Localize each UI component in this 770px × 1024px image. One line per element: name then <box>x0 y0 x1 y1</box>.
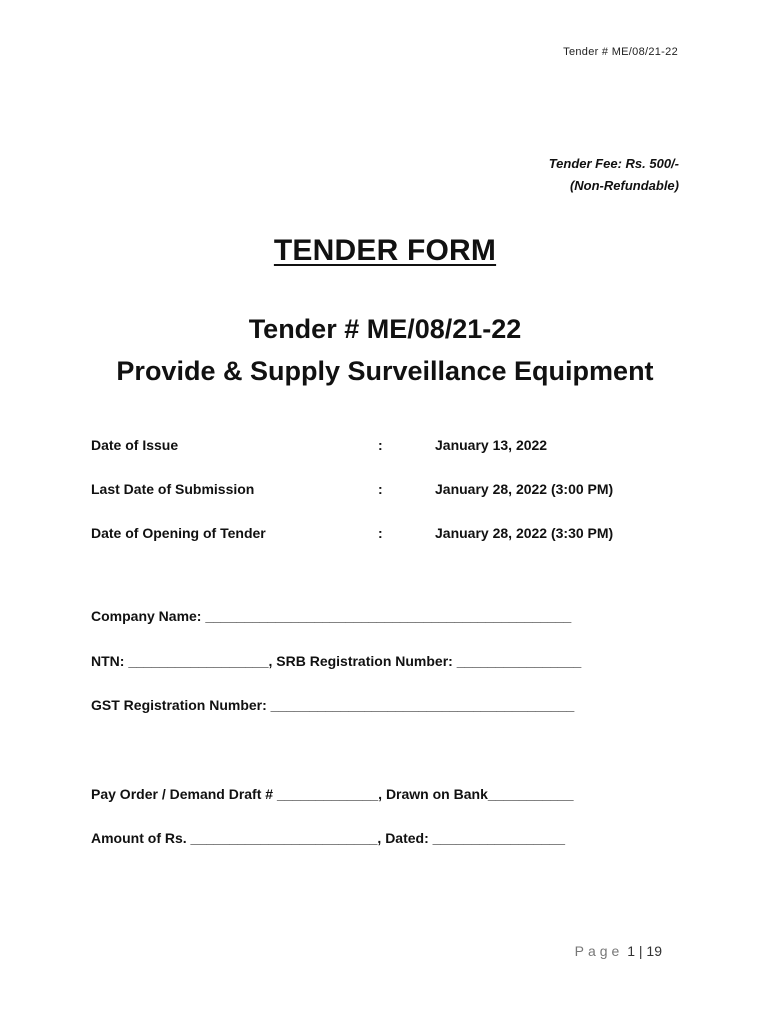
page-total: 19 <box>646 943 662 959</box>
info-colon: : <box>378 437 383 453</box>
info-label: Date of Opening of Tender <box>91 525 266 541</box>
info-value: January 13, 2022 <box>435 437 548 453</box>
info-colon: : <box>378 525 383 541</box>
gst-registration-field: GST Registration Number: _______________________________________ <box>91 697 575 713</box>
info-label: Last Date of Submission <box>91 481 255 497</box>
info-value: January 28, 2022 (3:30 PM) <box>435 525 614 541</box>
page-separator: | <box>638 943 643 959</box>
page-current: 1 <box>627 943 635 959</box>
header-tender-reference: Tender # ME/08/21-22 <box>563 46 678 58</box>
page-word: Page <box>574 943 624 959</box>
pay-order-field: Pay Order / Demand Draft # _____________, Drawn on Bank___________ <box>91 786 574 802</box>
ntn-srb-field: NTN: __________________, SRB Registration Number: ________________ <box>91 653 582 669</box>
tender-number-heading: Tender # ME/08/21-22 <box>248 314 522 344</box>
info-colon: : <box>378 481 383 497</box>
company-name-field: Company Name: _______________________________________________ <box>91 608 572 624</box>
info-row-last-date-submission <box>91 481 691 501</box>
tender-fee-block <box>549 153 679 197</box>
tender-fee-amount: Tender Fee: Rs. 500/- <box>548 156 679 171</box>
page-number-footer <box>575 943 662 959</box>
page-title: TENDER FORM <box>273 234 497 267</box>
tender-subject-heading: Provide & Supply Surveillance Equipment <box>116 356 654 386</box>
info-row-date-of-issue <box>91 437 691 457</box>
info-value: January 28, 2022 (3:00 PM) <box>435 481 614 497</box>
info-label: Date of Issue <box>91 437 179 453</box>
amount-dated-field: Amount of Rs. ________________________, Dated: _________________ <box>91 830 566 846</box>
tender-fee-note: (Non-Refundable) <box>569 178 679 193</box>
info-row-date-of-opening <box>91 525 691 545</box>
